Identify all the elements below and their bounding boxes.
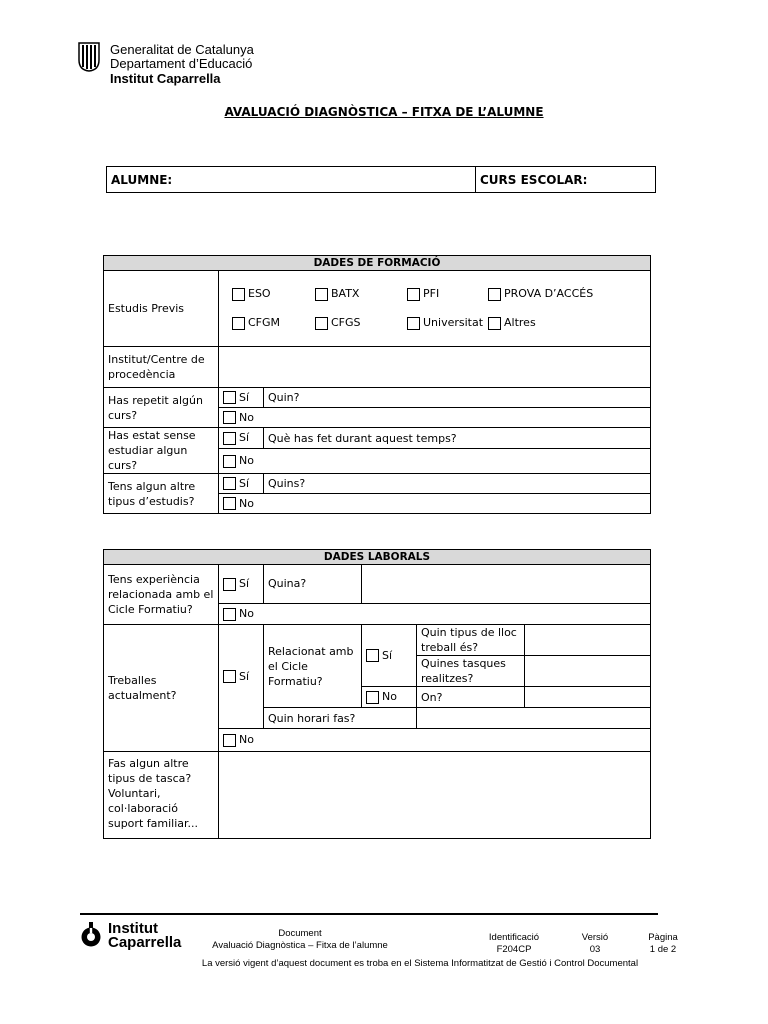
sense-estudiar-label: Has estat sense estudiar algun curs? (104, 428, 219, 474)
experiencia-field[interactable] (362, 565, 651, 604)
footer-versio-label: Versió (581, 932, 609, 943)
on-field[interactable] (525, 687, 651, 708)
checkbox[interactable] (488, 317, 501, 330)
checkbox[interactable] (223, 734, 236, 747)
checkbox[interactable] (315, 288, 328, 301)
option-pfi[interactable]: PFI (407, 287, 439, 301)
tasques-label: Quines tasques realitzes? (417, 656, 525, 687)
formacio-table (103, 255, 651, 514)
checkbox[interactable] (223, 497, 236, 510)
option-eso[interactable]: ESO (232, 287, 271, 301)
on-label: On? (417, 687, 525, 708)
experiencia-quina: Quina? (264, 565, 362, 604)
laborals-heading: DADES LABORALS (104, 550, 651, 565)
header-departament: Departament d’Educació (110, 56, 253, 71)
formacio-heading: DADES DE FORMACIÓ (104, 256, 651, 271)
altre-tasca-label: Fas algun altre tipus de tasca? Voluntari, col·laboració suport familiar... (104, 752, 219, 839)
lloc-treball-label: Quin tipus de lloc treball és? (417, 625, 525, 656)
repetit-si[interactable]: Sí (219, 388, 264, 408)
checkbox[interactable] (488, 288, 501, 301)
horari-field[interactable] (417, 708, 651, 729)
treballes-label: Treballes actualment? (104, 625, 219, 752)
institut-procedencia-field[interactable] (219, 347, 651, 388)
lloc-treball-field[interactable] (525, 625, 651, 656)
checkbox[interactable] (366, 649, 379, 662)
footer-pagina-label: Pàgina (648, 932, 678, 943)
caparrella-logo-icon (80, 922, 102, 948)
footer-versio-value: 03 (589, 944, 601, 955)
footer-logo-line1: Institut (108, 920, 158, 937)
school-year-field[interactable]: CURS ESCOLAR: (476, 167, 656, 193)
header-institut: Institut Caparrella (110, 71, 221, 86)
checkbox[interactable] (407, 317, 420, 330)
checkbox[interactable] (223, 670, 236, 683)
repetit-quin[interactable]: Quin? (264, 388, 651, 408)
laborals-table (103, 549, 651, 839)
footer-note: La versió vigent d’aquest document es troba en el Sistema Informatitzat de Gestió i Control Documental (201, 958, 639, 969)
student-name-field[interactable]: ALUMNE: (107, 167, 476, 193)
repetit-label: Has repetit algún curs? (104, 388, 219, 428)
header-generalitat: Generalitat de Catalunya (110, 42, 254, 57)
checkbox[interactable] (315, 317, 328, 330)
footer-id-value: F204CP (496, 944, 532, 955)
relacionat-no[interactable]: No (362, 687, 417, 708)
altres-quins[interactable]: Quins? (264, 474, 651, 494)
checkbox[interactable] (232, 317, 245, 330)
checkbox[interactable] (223, 477, 236, 490)
option-prova-acces[interactable]: PROVA D’ACCÉS (488, 287, 593, 301)
checkbox[interactable] (223, 432, 236, 445)
student-table (106, 166, 656, 193)
footer-doc-label: Document (278, 928, 322, 939)
sense-si[interactable]: Sí (219, 428, 264, 449)
checkbox[interactable] (223, 608, 236, 621)
estudis-previs-options (219, 271, 651, 347)
institut-procedencia-label: Institut/Centre de procedència (104, 347, 219, 388)
sense-no[interactable]: No (219, 449, 651, 474)
experiencia-si[interactable]: Sí (219, 565, 264, 604)
altres-estudis-label: Tens algun altre tipus d’estudis? (104, 474, 219, 514)
checkbox[interactable] (407, 288, 420, 301)
option-cfgs[interactable]: CFGS (315, 316, 361, 330)
altre-tasca-field[interactable] (219, 752, 651, 839)
checkbox[interactable] (232, 288, 245, 301)
option-altres[interactable]: Altres (488, 316, 536, 330)
altres-si[interactable]: Sí (219, 474, 264, 494)
footer-divider (80, 913, 658, 915)
option-batx[interactable]: BATX (315, 287, 359, 301)
experiencia-no[interactable]: No (219, 604, 651, 625)
tasques-field[interactable] (525, 656, 651, 687)
checkbox[interactable] (223, 411, 236, 424)
estudis-previs-label: Estudis Previs (104, 271, 219, 347)
option-universitat[interactable]: Universitat (407, 316, 483, 330)
repetit-no[interactable]: No (219, 408, 651, 428)
document-title: AVALUACIÓ DIAGNÒSTICA – FITXA DE L’ALUMNE (224, 105, 544, 119)
footer-doc-name: Avaluació Diagnòstica – Fitxa de l’alumne (212, 940, 388, 951)
treballes-si[interactable]: Sí (219, 625, 264, 729)
option-cfgm[interactable]: CFGM (232, 316, 280, 330)
footer-logo-line2: Caparrella (108, 934, 182, 951)
checkbox[interactable] (223, 455, 236, 468)
footer-pagina-value: 1 de 2 (649, 944, 677, 955)
treballes-no[interactable]: No (219, 729, 651, 752)
experiencia-label: Tens experiència relacionada amb el Cicle Formatiu? (104, 565, 219, 625)
altres-no[interactable]: No (219, 494, 651, 514)
horari-label: Quin horari fas? (264, 708, 417, 729)
checkbox[interactable] (223, 391, 236, 404)
sense-que-has-fet[interactable]: Què has fet durant aquest temps? (264, 428, 651, 449)
footer-id-label: Identificació (488, 932, 540, 943)
generalitat-logo (78, 42, 100, 72)
checkbox[interactable] (366, 691, 379, 704)
checkbox[interactable] (223, 578, 236, 591)
relacionat-label: Relacionat amb el Cicle Formatiu? (264, 625, 362, 708)
relacionat-si[interactable]: Sí (362, 625, 417, 687)
